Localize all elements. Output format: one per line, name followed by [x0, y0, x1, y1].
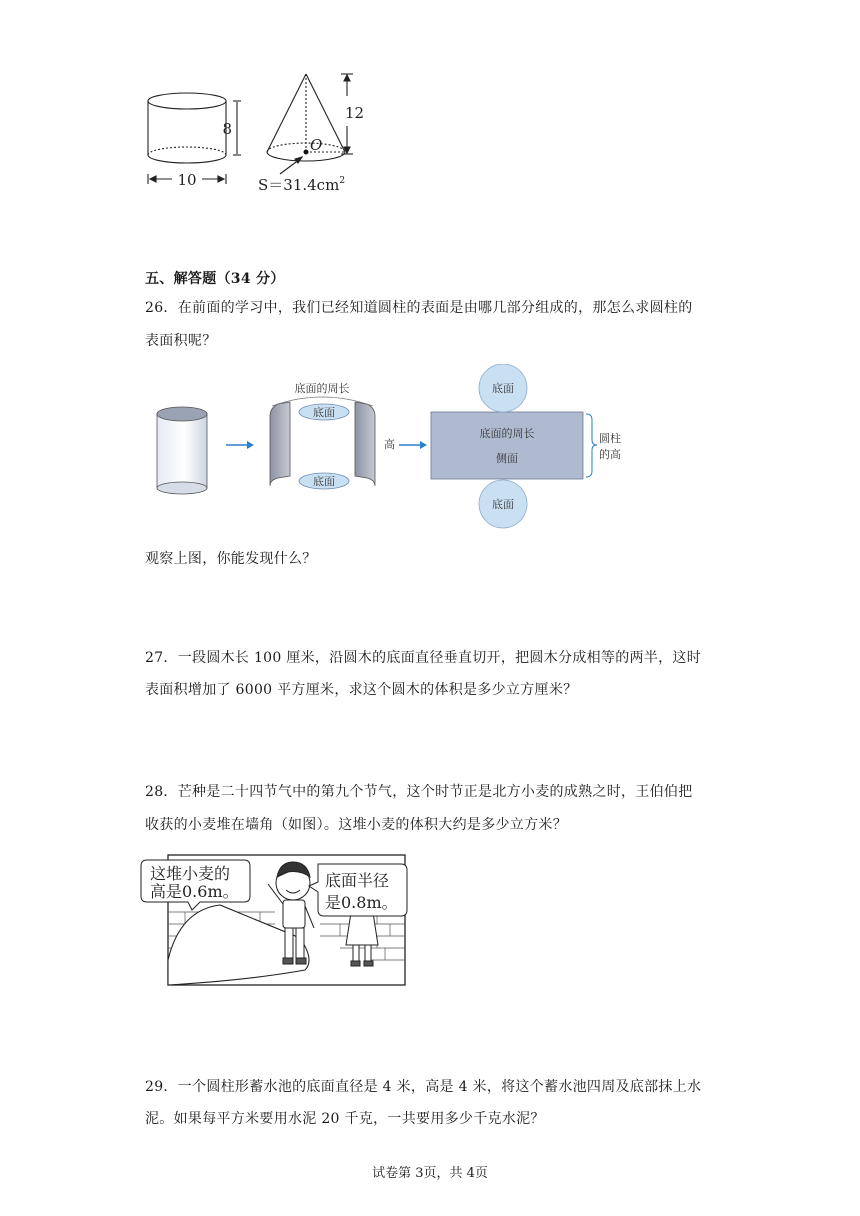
q26-line1: 26．在前面的学习中，我们已经知道圆柱的表面是由哪几部分组成的，那怎么求圆柱的	[145, 300, 693, 316]
page-footer: 试卷第 3页，共 4页	[372, 1166, 488, 1181]
q28-line1: 28．芒种是二十四节气中的第九个节气，这个时节正是北方小麦的成熟之时，王伯伯把	[145, 784, 693, 800]
bubble-right-line1: 底面半径	[325, 871, 390, 890]
label-base-circle-bottom: 底面	[492, 498, 514, 511]
label-cyl-height-2: 的高	[599, 448, 621, 461]
label-base-circle-top: 底面	[492, 382, 514, 395]
arrow-right-icon	[399, 441, 427, 449]
label-cyl-height-1: 圆柱	[599, 432, 621, 445]
cone-area-label: $S=31.4cm^2$	[258, 176, 346, 194]
cone-drawing	[267, 74, 353, 174]
label-circumference-top: 底面的周长	[294, 382, 350, 395]
bubble-right-line2: 是0.8m。	[325, 893, 398, 912]
cylinder-height-label: 8	[222, 120, 232, 138]
label-height: 高	[384, 438, 395, 451]
q29-line2: 泥。如果每平方米要用水泥 20 千克，一共要用多少千克水泥？	[145, 1111, 545, 1127]
bubble-left-line1: 这堆小麦的	[150, 864, 231, 883]
cone-center-dot	[304, 150, 309, 155]
label-base-bottom: 底面	[313, 475, 335, 488]
q29-line1: 29．一个圆柱形蓄水池的底面直径是 4 米，高是 4 米，将这个蓄水池四周及底部抹上水	[145, 1079, 702, 1095]
unfolded-net	[431, 364, 597, 528]
closed-cylinder	[157, 407, 207, 494]
cone-center-label: O	[310, 136, 323, 154]
q27-line1: 27．一段圆木长 100 厘米，沿圆木的底面直径垂直切开，把圆木分成相等的两半，这时	[145, 650, 702, 666]
cylinder-width-label: 10	[177, 171, 197, 189]
arrow-right-icon	[226, 441, 254, 449]
section-title: 五、解答题（34 分）	[145, 271, 285, 287]
q26-prompt: 观察上图，你能发现什么？	[145, 551, 317, 567]
bubble-left-line2: 高是0.6m。	[150, 882, 239, 901]
q27-line2: 表面积增加了 6000 平方厘米，求这个圆木的体积是多少立方厘米？	[145, 682, 578, 698]
cylinder-unfold-figure	[150, 364, 650, 536]
label-base-top: 底面	[313, 406, 335, 419]
cylinder-cone-figure	[140, 66, 380, 198]
cone-height-label: 12	[345, 104, 365, 122]
label-lateral: 侧面	[496, 452, 518, 465]
q26-line2: 表面积呢？	[145, 333, 217, 349]
label-circumference-rect: 底面的周长	[479, 427, 535, 440]
q28-line2: 收获的小麦堆在墙角（如图）。这堆小麦的体积大约是多少立方米？	[145, 817, 567, 833]
wheat-pile-figure	[140, 850, 410, 990]
